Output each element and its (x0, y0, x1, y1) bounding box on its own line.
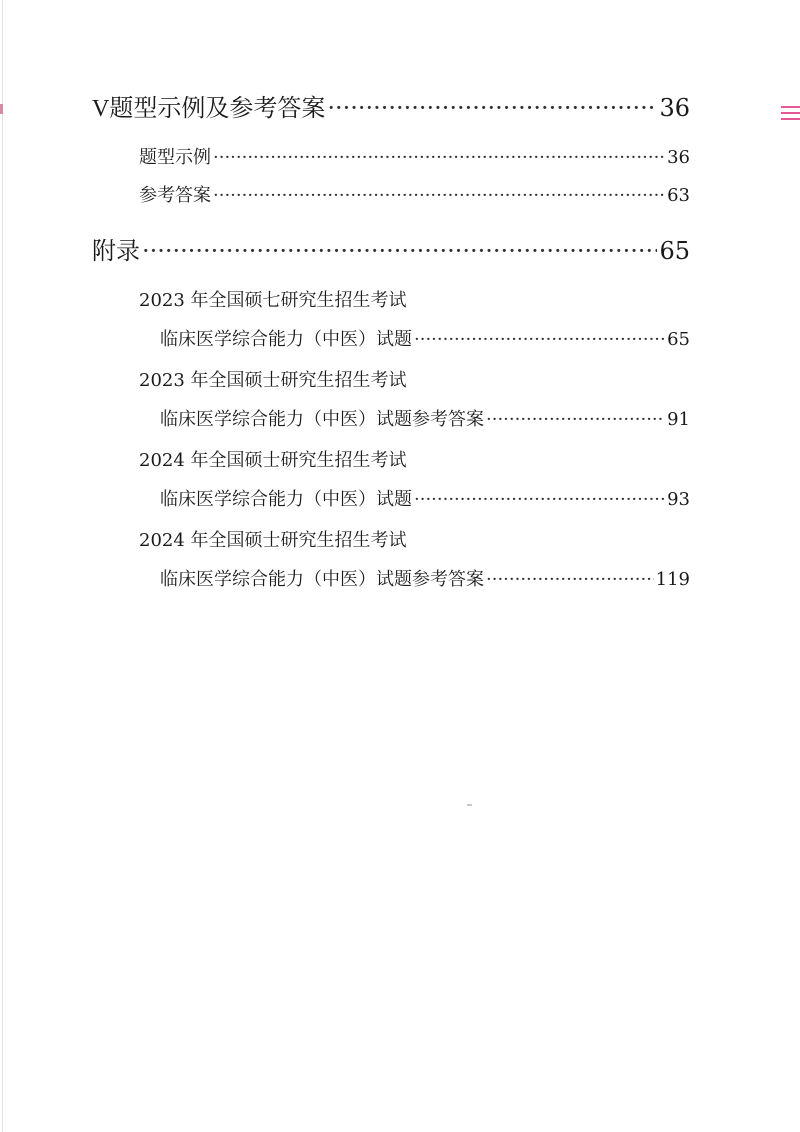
entry-title: 临床医学综合能力（中医）试题参考答案 (160, 569, 484, 590)
toc-entry[interactable] (160, 565, 690, 591)
leader-dots (414, 329, 665, 350)
leader-dots (327, 94, 657, 122)
toc-entry[interactable] (160, 485, 690, 511)
page-number: 36 (667, 147, 690, 168)
entry-title: 临床医学综合能力（中医）试题 (160, 329, 412, 350)
page-number: 63 (667, 185, 690, 206)
toc-entry[interactable] (160, 405, 690, 431)
toc-subsection-examples[interactable] (139, 143, 690, 169)
toc-entry-heading: 2023 年全国硕士研究生招生考试 (139, 370, 407, 391)
toc-section-v[interactable] (92, 88, 690, 123)
scan-speck (467, 804, 472, 806)
toc-entry-heading: 2024 年全国硕士研究生招生考试 (139, 450, 407, 471)
subsection-title: 题型示例 (139, 147, 211, 168)
toc-entry-heading: 2024 年全国硕士研究生招生考试 (139, 530, 407, 551)
page-number: 91 (667, 409, 690, 430)
page-number: 65 (667, 329, 690, 350)
page-number: 93 (667, 489, 690, 510)
entry-title: 临床医学综合能力（中医）试题参考答案 (160, 409, 484, 430)
section-title: 题型示例及参考答案 (109, 94, 326, 122)
appendix-title: 附录 (92, 237, 140, 265)
page-number: 36 (659, 94, 690, 122)
section-numeral: V (92, 96, 110, 122)
toc-subsection-answers[interactable] (139, 181, 690, 207)
scan-mark (0, 104, 3, 114)
leader-dots (142, 237, 657, 265)
page-number: 119 (655, 569, 690, 590)
entry-title: 临床医学综合能力（中医）试题 (160, 489, 412, 510)
toc-appendix[interactable] (92, 231, 690, 266)
leader-dots (414, 489, 665, 510)
leader-dots (213, 185, 665, 206)
edge-tab-mark (781, 118, 800, 120)
leader-dots (213, 147, 665, 168)
subsection-title: 参考答案 (139, 185, 211, 206)
edge-tab-mark (781, 106, 800, 108)
edge-tab-mark (781, 112, 800, 114)
page-number: 65 (659, 237, 690, 265)
scan-edge (2, 0, 3, 1132)
toc-entry-heading: 2023 年全国硕七研究生招生考试 (139, 290, 407, 311)
leader-dots (486, 409, 665, 430)
leader-dots (486, 569, 654, 590)
toc-entry[interactable] (160, 325, 690, 351)
